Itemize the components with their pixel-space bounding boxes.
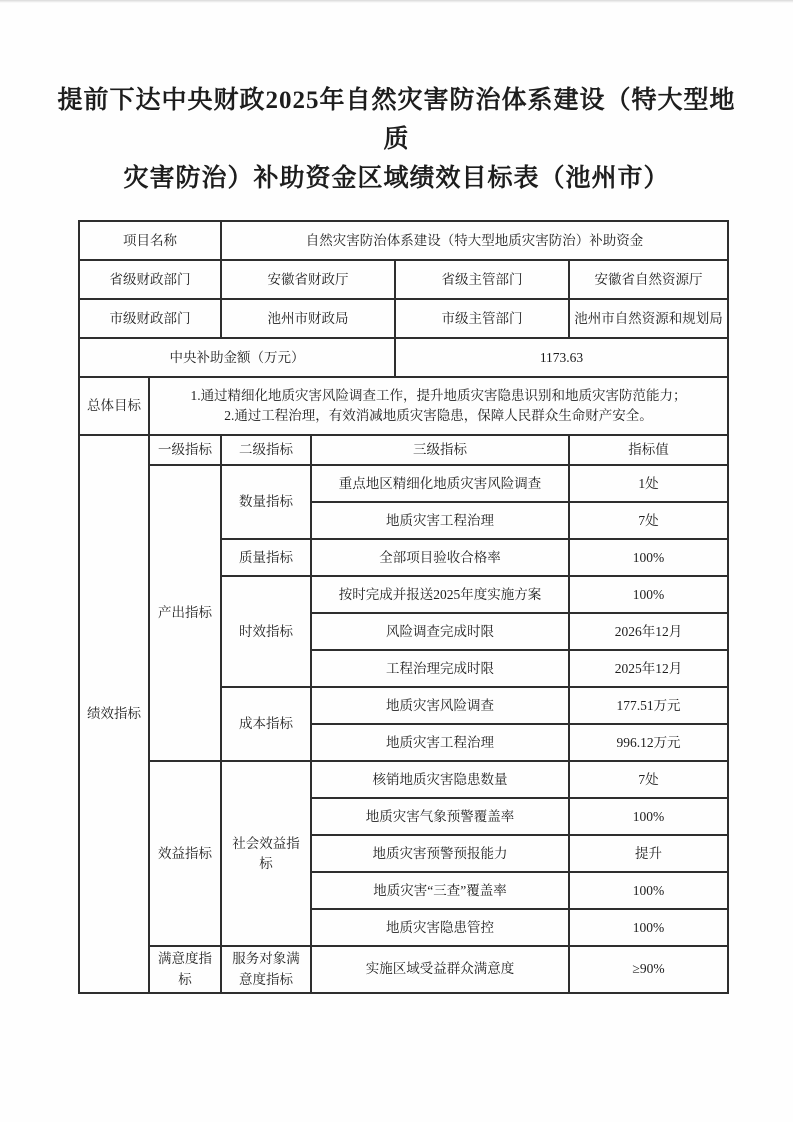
municipal-authority-label: 市级主管部门 <box>395 299 569 338</box>
indicator-name-cell: 工程治理完成时限 <box>311 650 569 687</box>
indicator-value-cell: 2025年12月 <box>569 650 728 687</box>
indicator-row <box>79 761 728 798</box>
indicator-name-cell: 核销地质灾害隐患数量 <box>311 761 569 798</box>
indicator-name-cell: 按时完成并报送2025年度实施方案 <box>311 576 569 613</box>
provincial-authority-value: 安徽省自然资源厅 <box>569 260 728 299</box>
indicator-name-cell: 全部项目验收合格率 <box>311 539 569 576</box>
project-name-value: 自然灾害防治体系建设（特大型地质灾害防治）补助资金 <box>221 221 728 260</box>
indicator-value-cell: 100% <box>569 872 728 909</box>
municipal-finance-value: 池州市财政局 <box>221 299 395 338</box>
overall-goal-label: 总体目标 <box>79 377 149 435</box>
indicator-value-cell: 100% <box>569 576 728 613</box>
subsidy-amount-row <box>79 338 728 377</box>
header-level2: 二级指标 <box>221 435 311 465</box>
header-value: 指标值 <box>569 435 728 465</box>
indicator-name-cell: 重点地区精细化地质灾害风险调查 <box>311 465 569 502</box>
indicator-value-cell: 100% <box>569 539 728 576</box>
indicator-name-cell: 地质灾害“三查”覆盖率 <box>311 872 569 909</box>
subsidy-amount-label: 中央补助金额（万元） <box>79 338 395 377</box>
project-name-row <box>79 221 728 260</box>
indicator-value-cell: 100% <box>569 909 728 946</box>
performance-target-table <box>78 220 729 994</box>
level2-timeliness-cell: 时效指标 <box>221 576 311 687</box>
performance-section-label: 绩效指标 <box>79 435 149 993</box>
provincial-finance-label: 省级财政部门 <box>79 260 221 299</box>
level2-quantity-cell: 数量指标 <box>221 465 311 539</box>
document-title-line1: 提前下达中央财政2025年自然灾害防治体系建设（特大型地质 <box>57 87 736 153</box>
level1-satisfaction-cell: 满意度指标 <box>149 946 221 993</box>
indicator-name-cell: 地质灾害预警预报能力 <box>311 835 569 872</box>
indicator-name-cell: 地质灾害气象预警覆盖率 <box>311 798 569 835</box>
provincial-departments-row <box>79 260 728 299</box>
indicator-value-cell: 1处 <box>569 465 728 502</box>
municipal-authority-value: 池州市自然资源和规划局 <box>569 299 728 338</box>
level1-benefit-cell: 效益指标 <box>149 761 221 946</box>
indicator-header-row <box>79 435 728 465</box>
indicator-value-cell: ≥90% <box>569 946 728 993</box>
overall-goal-line2: 2.通过工程治理，有效消减地质灾害隐患，保障人民群众生命财产安全。 <box>224 408 653 424</box>
indicator-value-cell: 177.51万元 <box>569 687 728 724</box>
indicator-name-cell: 风险调查完成时限 <box>311 613 569 650</box>
indicator-name-cell: 地质灾害隐患管控 <box>311 909 569 946</box>
indicator-value-cell: 996.12万元 <box>569 724 728 761</box>
indicator-name-cell: 地质灾害工程治理 <box>311 502 569 539</box>
municipal-finance-label: 市级财政部门 <box>79 299 221 338</box>
indicator-row <box>79 946 728 993</box>
overall-goal-value <box>149 377 728 435</box>
indicator-value-cell: 2026年12月 <box>569 613 728 650</box>
indicator-name-cell: 地质灾害风险调查 <box>311 687 569 724</box>
overall-goal-row <box>79 377 728 435</box>
document-title-line2: 灾害防治）补助资金区域绩效目标表（池州市） <box>123 164 670 192</box>
level2-service-cell: 服务对象满意度指标 <box>221 946 311 993</box>
indicator-name-cell: 地质灾害工程治理 <box>311 724 569 761</box>
provincial-authority-label: 省级主管部门 <box>395 260 569 299</box>
level2-cost-cell: 成本指标 <box>221 687 311 761</box>
provincial-finance-value: 安徽省财政厅 <box>221 260 395 299</box>
indicator-value-cell: 提升 <box>569 835 728 872</box>
level2-quality-cell: 质量指标 <box>221 539 311 576</box>
subsidy-amount-value: 1173.63 <box>395 338 728 377</box>
indicator-value-cell: 7处 <box>569 761 728 798</box>
indicator-value-cell: 100% <box>569 798 728 835</box>
level2-social-cell: 社会效益指标 <box>221 761 311 946</box>
header-level3: 三级指标 <box>311 435 569 465</box>
overall-goal-line1: 1.通过精细化地质灾害风险调查工作，提升地质灾害隐患识别和地质灾害防范能力； <box>190 388 687 403</box>
indicator-row <box>79 465 728 502</box>
project-name-label: 项目名称 <box>79 221 221 260</box>
level1-output-cell: 产出指标 <box>149 465 221 761</box>
header-level1: 一级指标 <box>149 435 221 465</box>
document-title <box>52 82 742 198</box>
scan-edge-artifact <box>0 0 793 3</box>
indicator-name-cell: 实施区域受益群众满意度 <box>311 946 569 993</box>
municipal-departments-row <box>79 299 728 338</box>
indicator-value-cell: 7处 <box>569 502 728 539</box>
